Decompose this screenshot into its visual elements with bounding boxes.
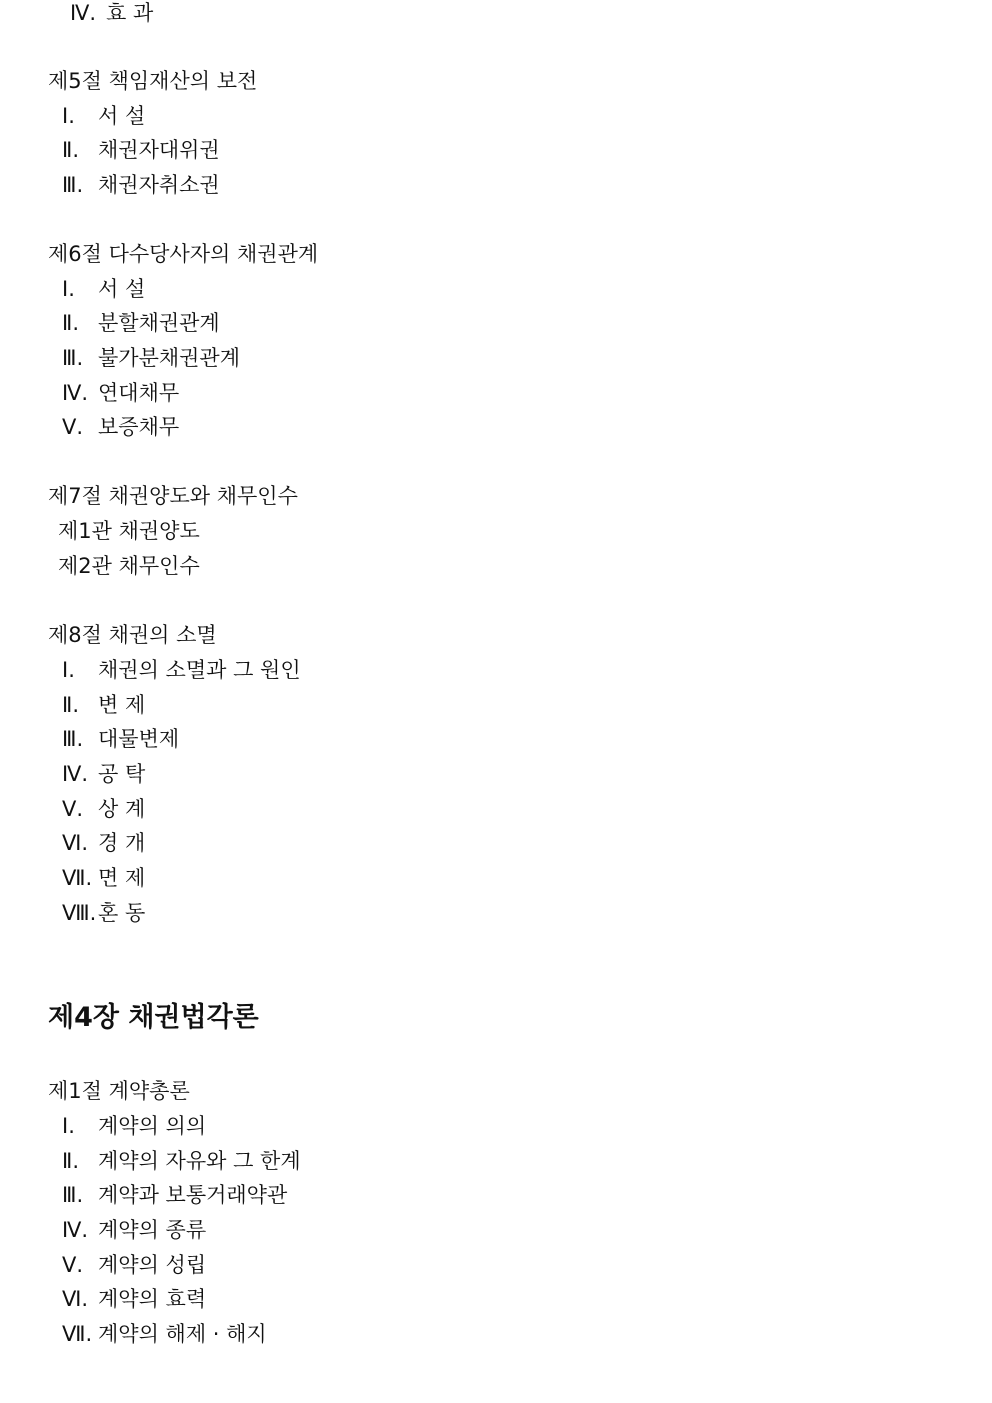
item-number: Ⅳ.	[70, 1, 97, 25]
item-number: Ⅴ.	[62, 415, 84, 439]
item-number: Ⅶ.	[62, 866, 93, 890]
toc-item	[62, 657, 301, 683]
item-label: 채권의 소멸과 그 원인	[98, 658, 301, 682]
toc-item	[62, 865, 145, 891]
toc-item	[62, 1148, 301, 1174]
item-label: 계약의 자유와 그 한계	[98, 1149, 301, 1173]
item-label: 대물변제	[98, 727, 180, 751]
item-label: 계약과 보통거래약관	[98, 1183, 288, 1207]
item-number: Ⅰ.	[62, 104, 75, 128]
item-label: 서 설	[98, 277, 146, 301]
toc-item	[62, 1113, 206, 1139]
toc-item	[62, 103, 145, 129]
toc-subsection: 제2관 채무인수	[58, 554, 200, 578]
toc-item	[62, 761, 145, 787]
item-label: 불가분채권관계	[98, 346, 241, 370]
item-number: Ⅴ.	[62, 1253, 84, 1277]
item-label: 채권자대위권	[98, 138, 220, 162]
item-number: Ⅱ.	[62, 1149, 80, 1173]
section-title-8: 제8절 채권의 소멸	[48, 623, 217, 647]
toc-item	[62, 345, 240, 371]
item-number: Ⅲ.	[62, 173, 84, 197]
item-number: Ⅳ.	[62, 1218, 89, 1242]
section-title-7: 제7절 채권양도와 채무인수	[48, 484, 298, 508]
toc-subsection: 제1관 채권양도	[58, 519, 200, 543]
toc-item	[62, 1286, 206, 1312]
section-title-5: 제5절 책임재산의 보전	[48, 69, 258, 93]
item-label: 계약의 효력	[98, 1287, 207, 1311]
item-label: 보증채무	[98, 415, 180, 439]
section-title-1: 제1절 계약총론	[48, 1079, 190, 1103]
item-label: 효 과	[106, 1, 154, 25]
item-number: Ⅱ.	[62, 311, 80, 335]
item-number: Ⅰ.	[62, 658, 75, 682]
item-label: 경 개	[98, 831, 146, 855]
section-title-6: 제6절 다수당사자의 채권관계	[48, 242, 319, 266]
item-label: 상 계	[98, 797, 146, 821]
toc-item	[62, 692, 145, 718]
item-number: Ⅲ.	[62, 1183, 84, 1207]
item-label: 변 제	[98, 693, 146, 717]
toc-item	[62, 380, 179, 406]
item-label: 분할채권관계	[98, 311, 220, 335]
item-label: 채권자취소권	[98, 173, 220, 197]
toc-item	[62, 276, 145, 302]
toc-item	[62, 137, 220, 163]
item-label: 계약의 해제 · 해지	[98, 1322, 267, 1346]
item-label: 혼 동	[98, 901, 146, 925]
item-number: Ⅱ.	[62, 138, 80, 162]
item-number: Ⅳ.	[62, 762, 89, 786]
toc-item	[62, 796, 145, 822]
item-number: Ⅵ.	[62, 831, 89, 855]
item-number: Ⅰ.	[62, 277, 75, 301]
toc-item	[62, 726, 179, 752]
item-number: Ⅶ.	[62, 1322, 93, 1346]
toc-item	[62, 1252, 206, 1278]
item-number: Ⅱ.	[62, 693, 80, 717]
item-number: Ⅰ.	[62, 1114, 75, 1138]
toc-item	[70, 0, 153, 26]
item-number: Ⅲ.	[62, 346, 84, 370]
item-label: 연대채무	[98, 381, 180, 405]
toc-item	[62, 900, 145, 926]
item-label: 서 설	[98, 104, 146, 128]
item-label: 면 제	[98, 866, 146, 890]
toc-item	[62, 414, 179, 440]
toc-item	[62, 310, 220, 336]
item-number: Ⅴ.	[62, 797, 84, 821]
toc-item	[62, 1217, 206, 1243]
toc-item	[62, 1321, 267, 1347]
item-label: 공 탁	[98, 762, 146, 786]
chapter-title: 제4장 채권법각론	[48, 1002, 259, 1033]
item-number: Ⅲ.	[62, 727, 84, 751]
item-number: Ⅵ.	[62, 1287, 89, 1311]
toc-item	[62, 1182, 287, 1208]
item-label: 계약의 의의	[98, 1114, 207, 1138]
toc-item	[62, 830, 145, 856]
toc-item	[62, 172, 220, 198]
item-number: Ⅷ.	[62, 901, 97, 925]
item-number: Ⅳ.	[62, 381, 89, 405]
item-label: 계약의 성립	[98, 1253, 207, 1277]
item-label: 계약의 종류	[98, 1218, 207, 1242]
